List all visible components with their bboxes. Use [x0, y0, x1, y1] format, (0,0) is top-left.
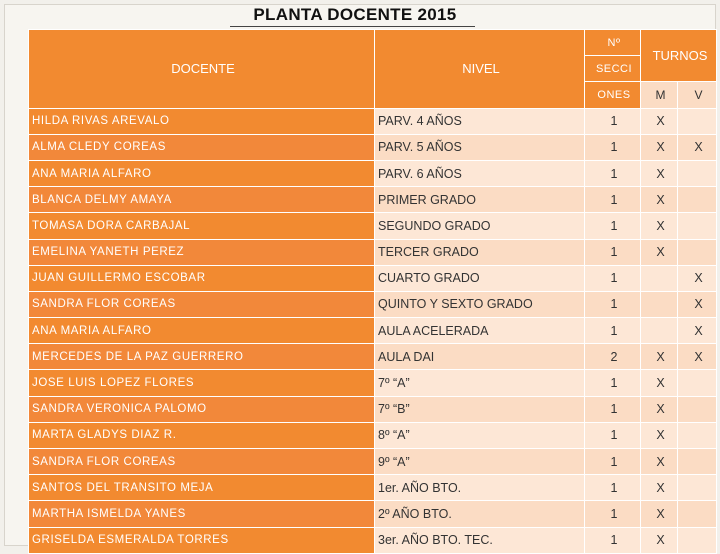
- nivel-cell: PRIMER GRADO: [375, 187, 585, 213]
- turno-m-cell: X: [641, 213, 678, 239]
- turno-v-cell: [678, 160, 717, 186]
- turno-v-cell: [678, 370, 717, 396]
- secciones-cell: 2: [585, 344, 641, 370]
- turno-m-cell: X: [641, 134, 678, 160]
- nivel-cell: 8º “A”: [375, 422, 585, 448]
- nivel-cell: 2º AÑO BTO.: [375, 501, 585, 527]
- turno-v-cell: [678, 501, 717, 527]
- secciones-cell: 1: [585, 160, 641, 186]
- turno-m-cell: X: [641, 344, 678, 370]
- table-row: [29, 213, 717, 239]
- turno-m-cell: X: [641, 501, 678, 527]
- turno-m-cell: X: [641, 527, 678, 553]
- nivel-cell: QUINTO Y SEXTO GRADO: [375, 291, 585, 317]
- nivel-cell: SEGUNDO GRADO: [375, 213, 585, 239]
- docente-cell: ANA MARIA ALFARO: [29, 160, 375, 186]
- nivel-cell: PARV. 5 AÑOS: [375, 134, 585, 160]
- table-row: [29, 449, 717, 475]
- secciones-cell: 1: [585, 239, 641, 265]
- table-row: [29, 239, 717, 265]
- turno-v-cell: [678, 187, 717, 213]
- table-row: [29, 370, 717, 396]
- turno-v-cell: X: [678, 318, 717, 344]
- header-m: M: [641, 82, 678, 108]
- docente-cell: MARTHA ISMELDA YANES: [29, 501, 375, 527]
- title-underline: [230, 26, 475, 27]
- turno-m-cell: X: [641, 475, 678, 501]
- secciones-cell: 1: [585, 134, 641, 160]
- nivel-cell: AULA DAI: [375, 344, 585, 370]
- turno-v-cell: X: [678, 344, 717, 370]
- secciones-cell: 1: [585, 396, 641, 422]
- table-row: [29, 527, 717, 553]
- turno-m-cell: X: [641, 187, 678, 213]
- page-title: PLANTA DOCENTE 2015: [253, 5, 457, 24]
- turno-v-cell: [678, 422, 717, 448]
- turno-v-cell: [678, 475, 717, 501]
- table-row: [29, 501, 717, 527]
- docente-cell: SANTOS DEL TRANSITO MEJA: [29, 475, 375, 501]
- secciones-cell: 1: [585, 475, 641, 501]
- turno-m-cell: X: [641, 239, 678, 265]
- nivel-cell: CUARTO GRADO: [375, 265, 585, 291]
- secciones-cell: 1: [585, 527, 641, 553]
- turno-m-cell: X: [641, 449, 678, 475]
- header-secciones-line1: Nº: [585, 30, 641, 56]
- table-row: [29, 396, 717, 422]
- docente-cell: MERCEDES DE LA PAZ GUERRERO: [29, 344, 375, 370]
- docente-cell: MARTA GLADYS DIAZ R.: [29, 422, 375, 448]
- turno-v-cell: [678, 527, 717, 553]
- nivel-cell: AULA ACELERADA: [375, 318, 585, 344]
- table-row: [29, 187, 717, 213]
- turno-v-cell: X: [678, 265, 717, 291]
- turno-v-cell: [678, 239, 717, 265]
- docente-cell: ANA MARIA ALFARO: [29, 318, 375, 344]
- header-nivel: NIVEL: [375, 30, 585, 109]
- docente-cell: ALMA CLEDY COREAS: [29, 134, 375, 160]
- nivel-cell: 1er. AÑO BTO.: [375, 475, 585, 501]
- turno-v-cell: [678, 396, 717, 422]
- nivel-cell: PARV. 4 AÑOS: [375, 108, 585, 134]
- secciones-cell: 1: [585, 187, 641, 213]
- secciones-cell: 1: [585, 291, 641, 317]
- nivel-cell: 7º “B”: [375, 396, 585, 422]
- docente-cell: JUAN GUILLERMO ESCOBAR: [29, 265, 375, 291]
- table-row: [29, 134, 717, 160]
- docente-cell: TOMASA DORA CARBAJAL: [29, 213, 375, 239]
- header-v: V: [678, 82, 717, 108]
- docente-cell: SANDRA FLOR COREAS: [29, 291, 375, 317]
- docente-cell: JOSE LUIS LOPEZ FLORES: [29, 370, 375, 396]
- table-row: [29, 108, 717, 134]
- turno-v-cell: [678, 213, 717, 239]
- staff-table: [28, 29, 717, 554]
- docente-cell: HILDA RIVAS AREVALO: [29, 108, 375, 134]
- docente-cell: GRISELDA ESMERALDA TORRES: [29, 527, 375, 553]
- secciones-cell: 1: [585, 213, 641, 239]
- nivel-cell: 7º “A”: [375, 370, 585, 396]
- secciones-cell: 1: [585, 318, 641, 344]
- header-docente: DOCENTE: [29, 30, 375, 109]
- table-row: [29, 475, 717, 501]
- turno-v-cell: X: [678, 291, 717, 317]
- nivel-cell: TERCER GRADO: [375, 239, 585, 265]
- turno-m-cell: X: [641, 160, 678, 186]
- turno-m-cell: [641, 265, 678, 291]
- turno-v-cell: [678, 449, 717, 475]
- nivel-cell: 3er. AÑO BTO. TEC.: [375, 527, 585, 553]
- docente-cell: EMELINA YANETH PEREZ: [29, 239, 375, 265]
- table-row: [29, 160, 717, 186]
- secciones-cell: 1: [585, 449, 641, 475]
- table-row: [29, 318, 717, 344]
- turno-v-cell: X: [678, 134, 717, 160]
- secciones-cell: 1: [585, 370, 641, 396]
- table-row: [29, 265, 717, 291]
- table-row: [29, 344, 717, 370]
- header-secciones-line3: ONES: [585, 82, 641, 108]
- turno-v-cell: [678, 108, 717, 134]
- turno-m-cell: [641, 291, 678, 317]
- header-secciones-line2: SECCI: [585, 56, 641, 82]
- docente-cell: SANDRA VERONICA PALOMO: [29, 396, 375, 422]
- docente-cell: SANDRA FLOR COREAS: [29, 449, 375, 475]
- turno-m-cell: X: [641, 370, 678, 396]
- secciones-cell: 1: [585, 108, 641, 134]
- turno-m-cell: X: [641, 108, 678, 134]
- turno-m-cell: X: [641, 396, 678, 422]
- secciones-cell: 1: [585, 501, 641, 527]
- secciones-cell: 1: [585, 265, 641, 291]
- turno-m-cell: X: [641, 422, 678, 448]
- table-row: [29, 422, 717, 448]
- nivel-cell: 9º “A”: [375, 449, 585, 475]
- nivel-cell: PARV. 6 AÑOS: [375, 160, 585, 186]
- turno-m-cell: [641, 318, 678, 344]
- secciones-cell: 1: [585, 422, 641, 448]
- header-row-1: [29, 30, 717, 56]
- header-turnos: TURNOS: [641, 30, 717, 82]
- docente-cell: BLANCA DELMY AMAYA: [29, 187, 375, 213]
- table-row: [29, 291, 717, 317]
